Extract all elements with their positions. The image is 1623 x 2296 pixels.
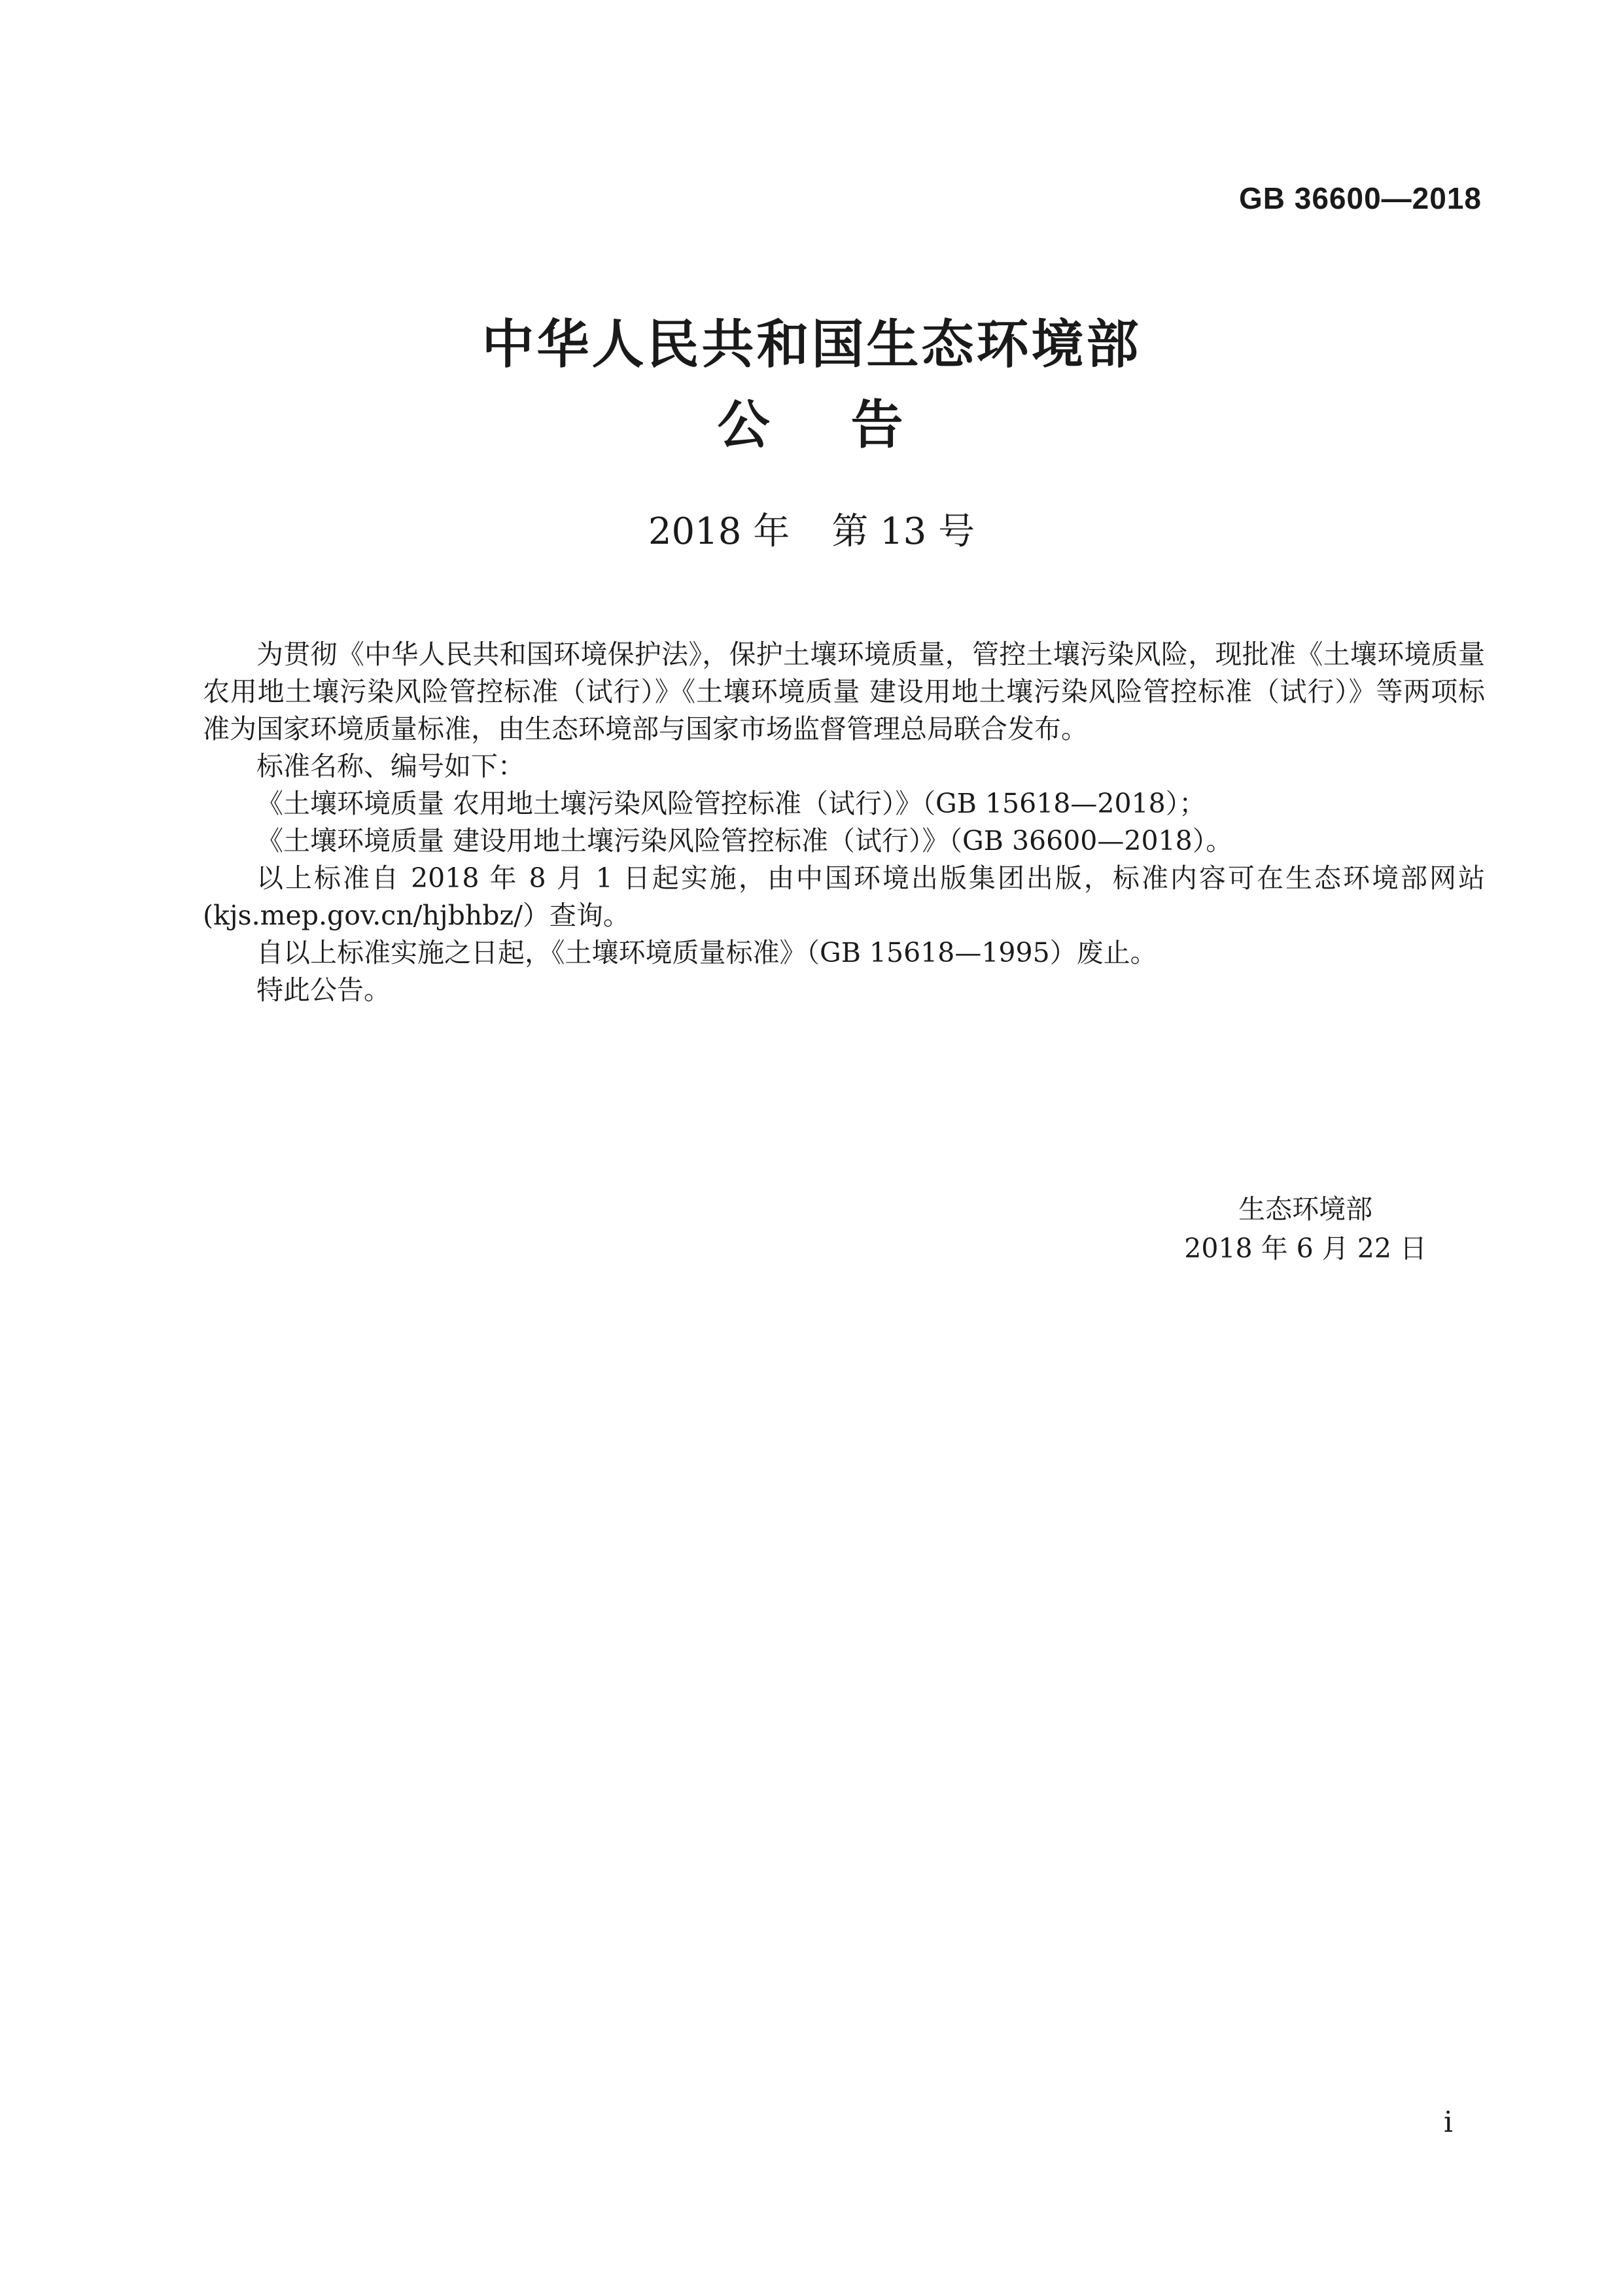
issue-number: 第 13 号 — [831, 510, 975, 553]
body-paragraph: 以上标准自 2018 年 8 月 1 日起实施，由中国环境出版集团出版，标准内容可在生态环境部网站(kjs.mep.gov.cn/hjbhbz/）查询。 — [203, 862, 1485, 931]
issuer-name: 生态环境部 — [1238, 1193, 1373, 1225]
body-paragraph: 特此公告。 — [256, 974, 391, 1006]
page-number: i — [1443, 2106, 1453, 2139]
announcement-body — [203, 636, 1485, 1009]
standard-list-item: 《土壤环境质量 农用地土壤污染风险管控标准（试行）》（GB 15618—2018）； — [256, 788, 1206, 819]
standard-list-item: 《土壤环境质量 建设用地土壤污染风险管控标准（试行）》（GB 36600—2018）。 — [256, 825, 1233, 857]
body-paragraph: 为贯彻《中华人民共和国环境保护法》，保护土壤环境质量，管控土壤污染风险，现批准《土壤环境质量 农用地土壤污染风险管控标准（试行）》《土壤环境质量 建设用地土壤污染风险管控标准（试行）》等两项标准为国家环境质量标准，由生态环境部与国家市场监督管理总局联合发布。 — [203, 639, 1485, 745]
body-paragraph: 自以上标准实施之日起，《土壤环境质量标准》（GB 15618—1995）废止。 — [256, 937, 1157, 968]
issue-year: 2018 年 — [648, 510, 790, 553]
document-type-char-2: 告 — [850, 395, 906, 455]
issue-number-line — [0, 503, 1623, 555]
issue-date: 2018 年 6 月 22 日 — [1184, 1233, 1427, 1264]
organization-title: 中华人民共和国生态环境部 — [481, 314, 1142, 375]
signature-block — [1184, 1190, 1427, 1268]
document-type-char-1: 公 — [717, 395, 773, 455]
standard-code: GB 36600—2018 — [1238, 181, 1482, 215]
body-paragraph: 标准名称、编号如下： — [256, 751, 525, 782]
document-type-title — [0, 383, 1623, 458]
